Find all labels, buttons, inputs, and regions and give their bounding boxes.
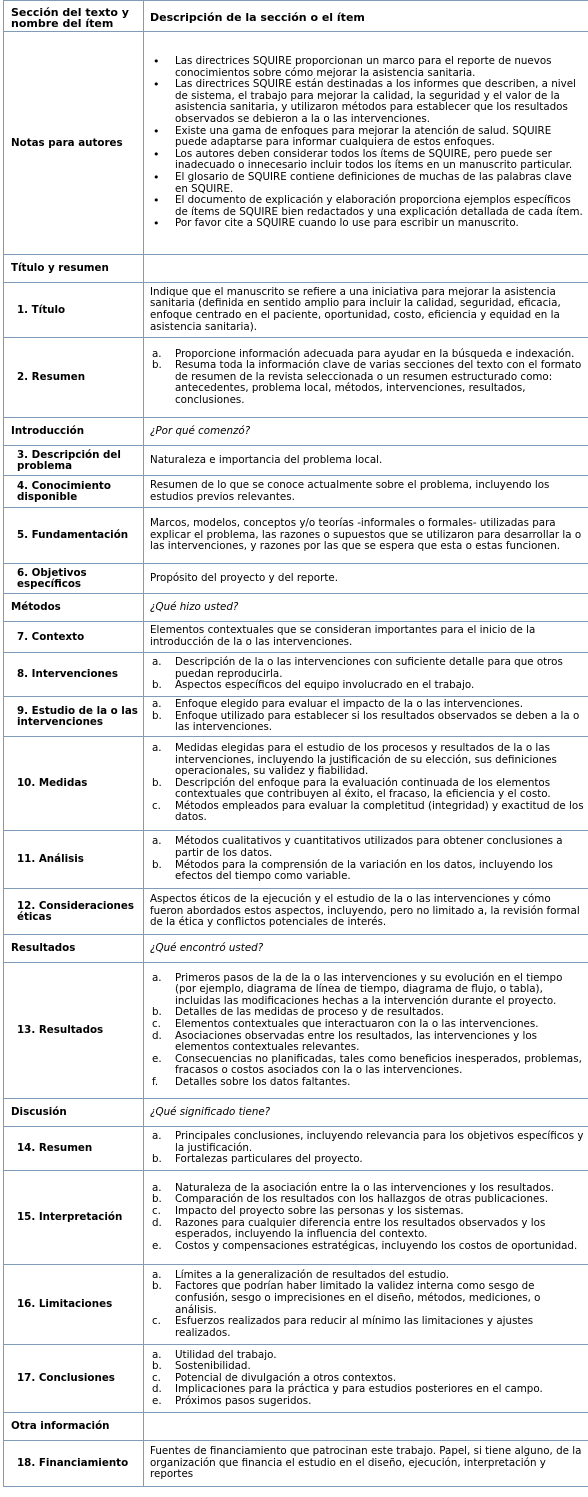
- list-text: Consecuencias no planificadas, tales como beneficios inesperados, problemas, fracasos o costos asociados con la o las intervenciones.: [175, 1052, 582, 1077]
- list-text: Potencial de divulgación a otros contextos.: [175, 1371, 397, 1384]
- item-description-list: [144, 697, 588, 737]
- list-text: Descripción del enfoque para la evaluación continuada de los elementos contextuales que contribuyen al éxito, el fracaso, la eficiencia y el costo.: [175, 776, 551, 801]
- item-label: 11. Análisis: [4, 831, 144, 889]
- list-marker: b.: [152, 1193, 162, 1206]
- list-marker: a.: [152, 741, 162, 754]
- group-question: [144, 255, 588, 283]
- item-description: Resumen de lo que se conoce actualmente sobre el problema, incluyendo los estudios previos relevantes.: [144, 476, 588, 508]
- item-description: Marcos, modelos, conceptos y/o teorías -informales o formales- utilizadas para explicar el problema, las razones o supuestos que se utilizaron para desarrollar la o las intervenciones, y razones por las que se espera que esta o estas funcionen.: [144, 508, 588, 564]
- list-text: Primeros pasos de la de la o las intervenciones y su evolución en el tiempo (por ejemplo, diagrama de línea de tiempo, diagrama de flujo, o tabla), incluidas las modificaciones hechas a la intervención durante el proyecto.: [175, 971, 563, 1007]
- list-marker: d.: [152, 1029, 162, 1042]
- list-text: Elementos contextuales que interactuaron con la o las intervenciones.: [175, 1017, 539, 1030]
- list-marker: d.: [152, 1383, 162, 1396]
- lettered-list: [150, 657, 584, 692]
- lettered-list-item: [150, 657, 584, 680]
- item-label: 4. Conocimiento disponible: [4, 476, 144, 508]
- group-label: Introducción: [4, 418, 144, 446]
- lettered-list-item: [150, 973, 584, 1008]
- list-text: Factores que podrían haber limitado la validez interna como sesgo de confusión, sesgo o imprecisiones en el diseño, métodos, mediciones, o análisis.: [175, 1280, 541, 1316]
- list-text: Enfoque utilizado para establecer si los resultados observados se deben a la o las intervenciones.: [175, 709, 580, 734]
- item-description-list: [144, 831, 588, 889]
- item-row: [4, 737, 588, 831]
- item-row: [4, 564, 588, 594]
- lettered-list: [150, 349, 584, 407]
- notes-bullet: • Existe una gama de enfoques para mejorar la atención de salud. SQUIRE puede adaptarse para informar cualquiera de estos enfoques.: [150, 126, 584, 149]
- item-row: [4, 1345, 588, 1413]
- item-row: [4, 283, 588, 338]
- list-marker: a.: [152, 835, 162, 848]
- group-question: ¿Qué hizo usted?: [144, 594, 588, 622]
- list-marker: b.: [152, 1280, 162, 1293]
- item-label: 13. Resultados: [4, 963, 144, 1099]
- item-description-list: [144, 1265, 588, 1345]
- notes-bullet-list: [150, 56, 584, 230]
- item-description-list: [144, 1127, 588, 1171]
- notes-row: [4, 32, 588, 255]
- item-row: [4, 1171, 588, 1265]
- list-marker: e.: [152, 1394, 162, 1407]
- list-marker: b.: [152, 709, 162, 722]
- group-label: Discusión: [4, 1099, 144, 1127]
- item-label: 6. Objetivos específicos: [4, 564, 144, 594]
- item-description-list: [144, 338, 588, 418]
- item-description: Indique que el manuscrito se refiere a una iniciativa para mejorar la asistencia sanitaria (definida en sentido amplio para incluir la calidad, seguridad, eficacia, enfoque centrado en el paciente, oportunidad, costo, eficiencia y equidad en la asistencia sanitaria).: [144, 283, 588, 338]
- list-text: Costos y compensaciones estratégicas, incluyendo los costos de oportunidad.: [175, 1239, 578, 1252]
- header-col-section: Sección del texto y nombre del ítem: [4, 1, 144, 32]
- lettered-list: [150, 836, 584, 882]
- item-label: 14. Resumen: [4, 1127, 144, 1171]
- list-text: Detalles de las medidas de proceso y de resultados.: [175, 1006, 444, 1019]
- lettered-list: [150, 743, 584, 824]
- lettered-list-item: [150, 1281, 584, 1316]
- group-question: ¿Qué significado tiene?: [144, 1099, 588, 1127]
- list-marker: b.: [152, 858, 162, 871]
- list-text: Comparación de los resultados con los hallazgos de otras publicaciones.: [175, 1193, 548, 1206]
- item-label: 16. Limitaciones: [4, 1265, 144, 1345]
- list-marker: d.: [152, 1216, 162, 1229]
- lettered-list: [150, 1270, 584, 1340]
- group-label: Otra información: [4, 1413, 144, 1441]
- item-label: 7. Contexto: [4, 622, 144, 653]
- list-text: Medidas elegidas para el estudio de los procesos y resultados de la o las intervenciones, incluyendo la justificación de su elección, sus definiciones operacionales, su validez y fiabilidad.: [175, 741, 557, 778]
- item-label: 12. Consideraciones éticas: [4, 889, 144, 935]
- lettered-list-item: [150, 360, 584, 406]
- lettered-list-item: [150, 1316, 584, 1339]
- lettered-list-item: [150, 860, 584, 883]
- lettered-list-item: [150, 801, 584, 824]
- list-marker: e.: [152, 1239, 162, 1252]
- lettered-list-item: [150, 1396, 584, 1408]
- list-text: Descripción de la o las intervenciones con suficiente detalle para que otros puedan reproducirla.: [175, 656, 563, 680]
- group-label: Resultados: [4, 935, 144, 963]
- squire-guidelines-table: [3, 0, 588, 1487]
- group-question: [144, 1413, 588, 1441]
- lettered-list-item: [150, 1054, 584, 1077]
- group-row: [4, 1413, 588, 1441]
- list-marker: f.: [152, 1075, 159, 1088]
- lettered-list-item: [150, 743, 584, 778]
- item-label: 17. Conclusiones: [4, 1345, 144, 1413]
- lettered-list: [150, 1131, 584, 1166]
- list-text: Próximos pasos sugeridos.: [175, 1394, 312, 1407]
- list-text: Fortalezas particulares del proyecto.: [175, 1153, 363, 1166]
- list-text: Esfuerzos realizados para reducir al mínimo las limitaciones y ajustes realizados.: [175, 1315, 534, 1339]
- list-text: Impacto del proyecto sobre las personas y los sistemas.: [175, 1204, 464, 1217]
- item-description: Naturaleza e importancia del problema local.: [144, 446, 588, 476]
- group-label: Título y resumen: [4, 255, 144, 283]
- lettered-list: [150, 699, 584, 734]
- item-description-list: [144, 963, 588, 1099]
- notes-bullet: • Las directrices SQUIRE están destinadas a los informes que describen, a nivel de sistema, el trabajo para mejorar la calidad, la seguridad y el valor de la asistencia sanitaria, y utilizaron métodos para establecer que los resultados observados se debieron a la o las intervenciones.: [150, 79, 584, 125]
- item-row: [4, 697, 588, 737]
- item-description-list: [144, 1171, 588, 1265]
- list-text: Razones para cualquier diferencia entre los resultados observados y los esperados, incluyendo la influencia del contexto.: [175, 1216, 546, 1241]
- notes-label: Notas para autores: [4, 32, 144, 255]
- header-row: [4, 1, 588, 32]
- item-description-list: [144, 653, 588, 697]
- list-marker: a.: [152, 347, 162, 360]
- lettered-list-item: [150, 836, 584, 859]
- group-row: [4, 1099, 588, 1127]
- lettered-list-item: [150, 1077, 584, 1089]
- item-row: [4, 889, 588, 935]
- lettered-list-item: [150, 1031, 584, 1054]
- item-row: [4, 476, 588, 508]
- item-label: 1. Título: [4, 283, 144, 338]
- notes-content: [144, 32, 588, 255]
- list-marker: c.: [152, 1315, 161, 1328]
- list-marker: b.: [152, 1153, 162, 1166]
- list-text: Límites a la generalización de resultados del estudio.: [175, 1268, 449, 1281]
- notes-bullet: • Por favor cite a SQUIRE cuando lo use para escribir un manuscrito.: [150, 218, 584, 230]
- list-marker: a.: [152, 1181, 162, 1194]
- list-text: Aspectos específicos del equipo involucrado en el trabajo.: [175, 679, 475, 692]
- group-question: ¿Qué encontró usted?: [144, 935, 588, 963]
- notes-bullet: • El glosario de SQUIRE contiene definiciones de muchas de las palabras clave en SQUIRE.: [150, 172, 584, 195]
- lettered-list-item: [150, 778, 584, 801]
- list-marker: a.: [152, 656, 162, 669]
- list-marker: b.: [152, 1360, 162, 1373]
- item-description-list: [144, 1345, 588, 1413]
- item-label: 2. Resumen: [4, 338, 144, 418]
- list-marker: b.: [152, 679, 162, 692]
- item-description: Elementos contextuales que se consideran importantes para el inicio de la introducción de la o las intervenciones.: [144, 622, 588, 653]
- group-row: [4, 418, 588, 446]
- item-row: [4, 508, 588, 564]
- list-marker: c.: [152, 1371, 161, 1384]
- list-text: Métodos para la comprensión de la variación en los datos, incluyendo los efectos del tiempo como variable.: [175, 858, 553, 883]
- item-description: Aspectos éticos de la ejecución y el estudio de la o las intervenciones y cómo fueron abordados estos aspectos, incluyendo, pero no limitado a, la revisión formal de la ética y conflictos potenciales de interés.: [144, 889, 588, 935]
- item-row: [4, 622, 588, 653]
- list-text: Enfoque elegido para evaluar el impacto de la o las intervenciones.: [175, 698, 523, 711]
- group-row: [4, 255, 588, 283]
- list-text: Proporcione información adecuada para ayudar en la búsqueda e indexación.: [175, 347, 575, 360]
- list-text: Asociaciones observadas entre los resultados, las intervenciones y los elementos contextuales relevantes.: [175, 1029, 537, 1054]
- item-description: Propósito del proyecto y del reporte.: [144, 564, 588, 594]
- item-label: 3. Descripción del problema: [4, 446, 144, 476]
- item-label: 8. Intervenciones: [4, 653, 144, 697]
- list-marker: e.: [152, 1052, 162, 1065]
- item-label: 9. Estudio de la o las intervenciones: [4, 697, 144, 737]
- list-marker: b.: [152, 359, 162, 372]
- list-marker: c.: [152, 1017, 161, 1030]
- list-marker: a.: [152, 971, 162, 984]
- lettered-list-item: [150, 680, 584, 692]
- list-text: Principales conclusiones, incluyendo relevancia para los objetivos específicos y la justificación.: [175, 1130, 584, 1154]
- item-description-list: [144, 737, 588, 831]
- list-marker: a.: [152, 1268, 162, 1281]
- item-label: 18. Financiamiento: [4, 1441, 144, 1487]
- list-text: Resuma toda la información clave de varias secciones del texto con el formato de resumen de la revista seleccionada o un resumen estructurado como: antecedentes, problema local, métodos, intervenciones, resultados, conclusiones.: [175, 359, 582, 406]
- list-marker: c.: [152, 799, 161, 812]
- list-marker: b.: [152, 776, 162, 789]
- lettered-list-item: [150, 1131, 584, 1154]
- item-label: 5. Fundamentación: [4, 508, 144, 564]
- item-row: [4, 831, 588, 889]
- item-row: [4, 338, 588, 418]
- group-question: ¿Por qué comenzó?: [144, 418, 588, 446]
- item-row: [4, 1265, 588, 1345]
- list-text: Detalles sobre los datos faltantes.: [175, 1075, 351, 1088]
- item-description: Fuentes de financiamiento que patrocinan este trabajo. Papel, si tiene alguno, de la organización que financia el estudio en el diseño, ejecución, interpretación y reportes: [144, 1441, 588, 1487]
- lettered-list-item: [150, 1154, 584, 1166]
- item-label: 15. Interpretación: [4, 1171, 144, 1265]
- lettered-list: [150, 973, 584, 1089]
- item-row: [4, 963, 588, 1099]
- list-marker: a.: [152, 1348, 162, 1361]
- notes-bullet: • El documento de explicación y elaboración proporciona ejemplos específicos de ítems de SQUIRE bien redactados y una explicación detallada de cada ítem.: [150, 195, 584, 218]
- list-marker: b.: [152, 1006, 162, 1019]
- notes-bullet: • Las directrices SQUIRE proporcionan un marco para el reporte de nuevos conocimientos sobre cómo mejorar la asistencia sanitaria.: [150, 56, 584, 79]
- list-text: Naturaleza de la asociación entre la o las intervenciones y los resultados.: [175, 1181, 555, 1194]
- list-text: Métodos empleados para evaluar la completitud (integridad) y exactitud de los datos.: [175, 799, 584, 824]
- item-row: [4, 446, 588, 476]
- lettered-list-item: [150, 1241, 584, 1253]
- notes-bullet: • Los autores deben considerar todos los ítems de SQUIRE, pero puede ser inadecuado o innecesario incluir todos los ítems en un manuscrito particular.: [150, 149, 584, 172]
- item-row: [4, 1441, 588, 1487]
- list-text: Sostenibilidad.: [175, 1360, 251, 1373]
- group-label: Métodos: [4, 594, 144, 622]
- list-marker: c.: [152, 1204, 161, 1217]
- item-row: [4, 1127, 588, 1171]
- lettered-list-item: [150, 1218, 584, 1241]
- lettered-list-item: [150, 711, 584, 734]
- list-marker: a.: [152, 698, 162, 711]
- group-row: [4, 935, 588, 963]
- list-text: Utilidad del trabajo.: [175, 1348, 277, 1361]
- item-row: [4, 653, 588, 697]
- item-label: 10. Medidas: [4, 737, 144, 831]
- header-col-description: Descripción de la sección o el ítem: [144, 1, 588, 32]
- group-row: [4, 594, 588, 622]
- list-text: Métodos cualitativos y cuantitativos utilizados para obtener conclusiones a partir de los datos.: [175, 835, 563, 859]
- lettered-list: [150, 1183, 584, 1253]
- list-marker: a.: [152, 1130, 162, 1143]
- list-text: Implicaciones para la práctica y para estudios posteriores en el campo.: [175, 1383, 543, 1396]
- lettered-list: [150, 1350, 584, 1408]
